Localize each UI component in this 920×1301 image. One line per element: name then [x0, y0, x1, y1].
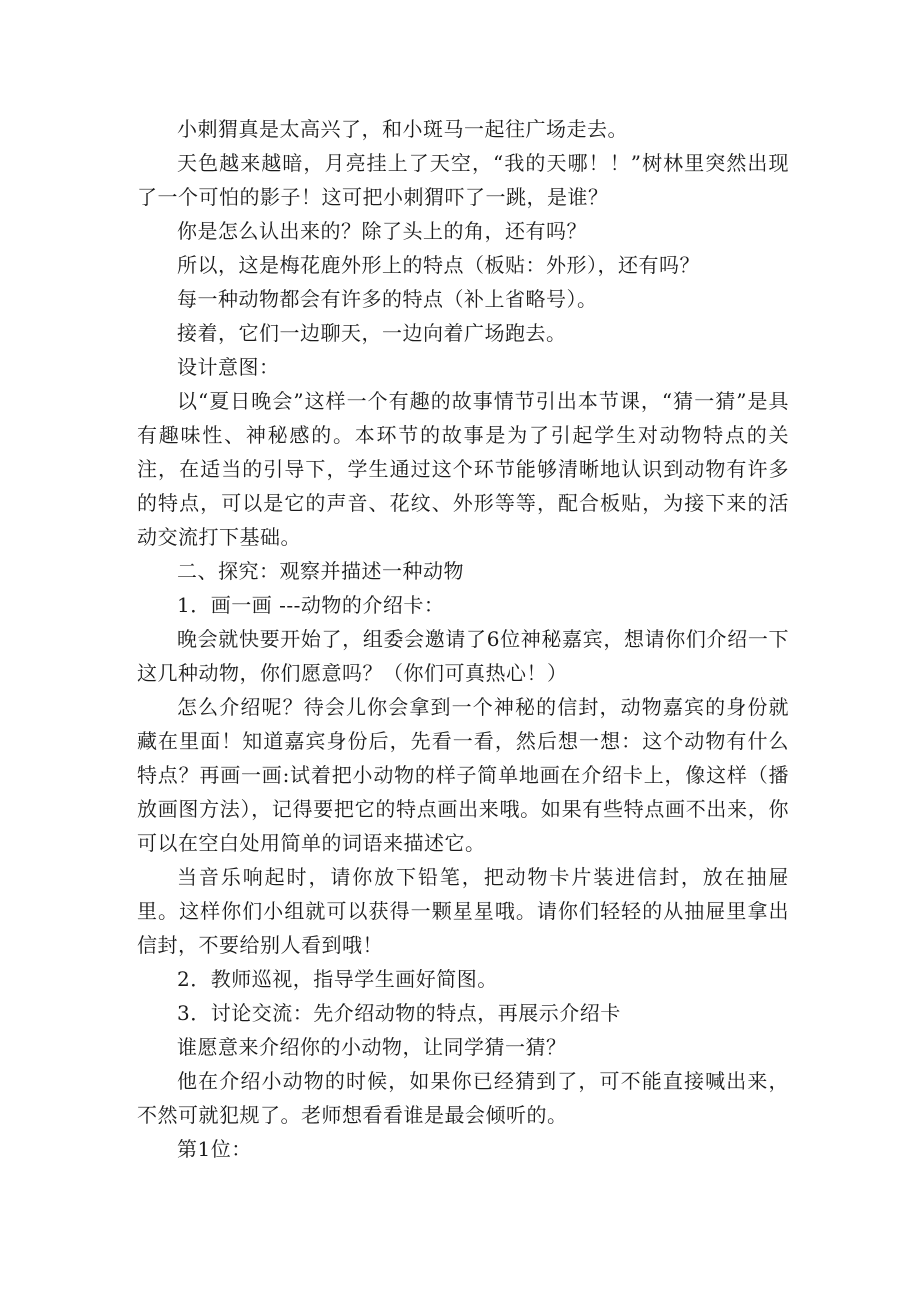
- paragraph: 第1位：: [177, 1137, 252, 1161]
- paragraph: 当音乐响起时，请你放下铅笔，把动物卡片装进信封，放在抽屉里。这样你们小组就可以获得一颗星星哦。请你们轻轻的从抽屉里拿出信封，不要给别人看到哦！: [137, 865, 789, 957]
- paragraph: 接着，它们一边聊天，一边向着广场跑去。: [177, 321, 567, 345]
- paragraph: 以“夏日晚会”这样一个有趣的故事情节引出本节课，“猜一猜”是具有趣味性、神秘感的。本环节的故事是为了引起学生对动物特点的关注，在适当的引导下，学生通过这个环节能够清晰地认识到动物有许多的特点，可以是它的声音、花纹、外形等等，配合板贴，为接下来的活动交流打下基础。: [137, 389, 789, 549]
- paragraph: 小刺猬真是太高兴了，和小斑马一起往广场走去。: [177, 117, 628, 141]
- paragraph: 晚会就快要开始了，组委会邀请了6位神秘嘉宾，想请你们介绍一下这几种动物，你们愿意吗？（你们可真热心！）: [137, 627, 789, 685]
- subheading: 1．画一画 ---动物的介绍卡：: [177, 593, 445, 617]
- paragraph: 谁愿意来介绍你的小动物，让同学猜一猜？: [177, 1035, 567, 1059]
- paragraph: 他在介绍小动物的时候，如果你已经猜到了，可不能直接喊出来，不然可就犯规了。老师想看看谁是最会倾听的。: [137, 1069, 789, 1127]
- paragraph: 你是怎么认出来的？除了头上的角，还有吗？: [177, 219, 587, 243]
- section-label: 设计意图：: [177, 355, 280, 379]
- paragraph: 怎么介绍呢？待会儿你会拿到一个神秘的信封，动物嘉宾的身份就藏在里面！知道嘉宾身份后，先看一看，然后想一想：这个动物有什么特点？再画一画:试着把小动物的样子简单地画在介绍卡上，像这样（播放画图方法），记得要把它的特点画出来哦。如果有些特点画不出来，你可以在空白处用简单的词语来描述它。: [137, 695, 789, 855]
- document-body: [137, 112, 789, 1166]
- paragraph: 每一种动物都会有许多的特点（补上省略号）。: [177, 287, 598, 311]
- paragraph: 所以，这是梅花鹿外形上的特点（板贴：外形），还有吗？: [177, 253, 700, 277]
- subheading: 3．讨论交流：先介绍动物的特点，再展示介绍卡: [177, 1001, 621, 1025]
- subheading: 2．教师巡视，指导学生画好简图。: [177, 967, 498, 991]
- section-heading: 二、探究：观察并描述一种动物: [177, 559, 464, 583]
- paragraph: 天色越来越暗，月亮挂上了天空，“我的天哪！！”树林里突然出现了一个可怕的影子！这可把小刺猬吓了一跳，是谁？: [137, 151, 789, 209]
